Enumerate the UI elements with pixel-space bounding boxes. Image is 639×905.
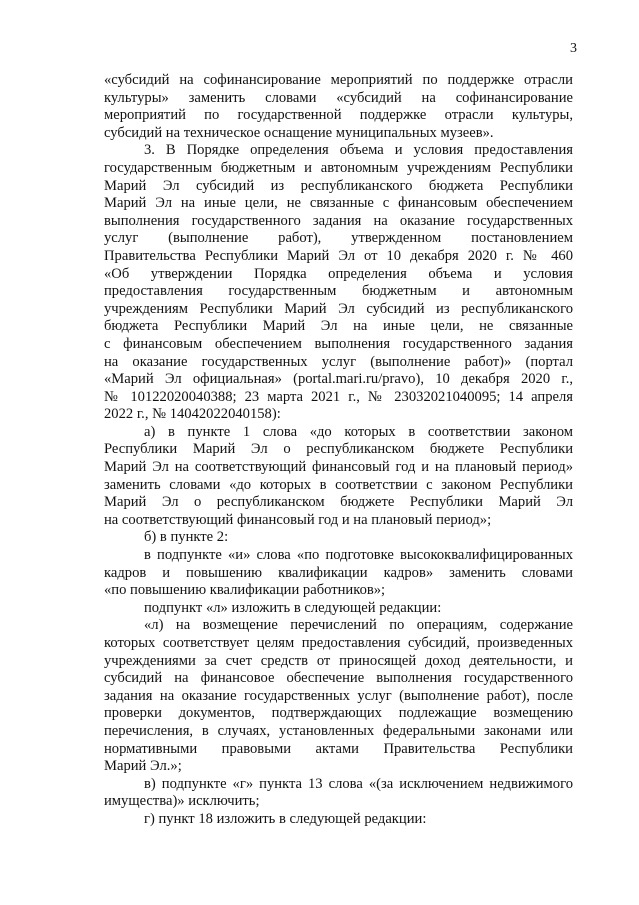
text-line: субсидий на финансовое обеспечение выполнения государственного — [104, 670, 573, 687]
text-line: субсидий на техническое оснащение муниципальных музеев». — [104, 124, 494, 141]
text-line: с финансовым обеспечением выполнения государственного задания — [104, 335, 573, 352]
text-line: выполнения государственного задания на оказание государственных — [104, 212, 573, 229]
text-line: 2022 г., № 14042022040158): — [104, 406, 281, 423]
text-line: «Об утверждении Порядка определения объема и условия — [104, 265, 573, 282]
text-line: а) в пункте 1 слова «до которых в соответствии законом — [144, 423, 573, 440]
text-line: Республики Марий Эл о республиканском бюджете Республики — [104, 441, 573, 458]
paragraph — [104, 72, 573, 142]
text-line: «Марий Эл официальная» (portal.mari.ru/pravo), 10 декабря 2020 г., — [104, 371, 573, 388]
text-line: заменить словами «до которых в соответствии с законом Республики — [104, 476, 573, 493]
text-line: проверки документов, подтверждающих подлежащие возмещению — [104, 705, 573, 722]
text-line: государственным бюджетным и автономным учреждениям Республики — [104, 159, 573, 176]
text-line: в подпункте «и» слова «по подготовке высококвалифицированных — [144, 547, 573, 564]
paragraph — [104, 617, 573, 775]
text-line: Марий Эл о республиканском бюджете Республики Марий Эл — [104, 494, 573, 511]
paragraph — [104, 529, 573, 547]
text-line: учреждениями за счет средств от приносящей доход деятельности, и — [104, 652, 573, 669]
text-line: 3. В Порядке определения объема и условия предоставления — [144, 142, 573, 159]
text-line: бюджета Республики Марий Эл на иные цели, не связанные — [104, 318, 573, 335]
text-line: мероприятий по государственной поддержке отрасли культуры, — [104, 107, 573, 124]
text-line: Марий Эл субсидий из республиканского бюджета Республики — [104, 177, 573, 194]
text-line: Марий Эл на соответствующий финансовый год и на плановый период» — [104, 459, 573, 476]
text-line: культуры» заменить словами «субсидий на софинансирование — [104, 89, 573, 106]
paragraph — [104, 142, 573, 424]
paragraph — [104, 776, 573, 811]
text-line: подпункт «л» изложить в следующей редакции: — [144, 599, 442, 616]
paragraph — [104, 424, 573, 530]
text-line: кадров и повышению квалификации кадров» заменить словами — [104, 564, 573, 581]
text-line: задания на оказание государственных услуг (выполнение работ), после — [104, 687, 573, 704]
text-line: Правительства Республики Марий Эл от 10 декабря 2020 г. № 460 — [104, 247, 573, 264]
paragraph — [104, 547, 573, 600]
page-number: 3 — [570, 41, 577, 56]
text-line: Марий Эл на иные цели, не связанные с финансовым обеспечением — [104, 195, 573, 212]
text-line: № 10122020040388; 23 марта 2021 г., № 23032021040095; 14 апреля — [104, 388, 573, 405]
text-line: услуг (выполнение работ), утвержденном постановлением — [104, 230, 573, 247]
text-line: учреждениям Республики Марий Эл субсидий из республиканского — [104, 300, 573, 317]
text-line: Марий Эл.»; — [104, 758, 182, 775]
text-line: нормативными правовыми актами Правительства Республики — [104, 740, 573, 757]
text-line: на соответствующий финансовый год и на плановый период»; — [104, 511, 492, 528]
text-line: на оказание государственных услуг (выполнение работ)» (портал — [104, 353, 573, 370]
text-line: г) пункт 18 изложить в следующей редакции: — [144, 810, 427, 827]
text-line: «по повышению квалификации работников»; — [104, 582, 386, 599]
paragraph — [104, 600, 573, 618]
paragraph — [104, 811, 573, 829]
text-line: имущества)» исключить; — [104, 793, 260, 810]
text-line: которых соответствует целям предоставления субсидий, произведенных — [104, 635, 573, 651]
document-body — [104, 72, 573, 829]
text-line: предоставления государственным бюджетным и автономным — [104, 283, 573, 300]
text-line: перечисления, в случаях, установленных федеральными законами или — [104, 722, 573, 739]
text-line: б) в пункте 2: — [144, 529, 229, 546]
text-line: «субсидий на софинансирование мероприятий по поддержке отрасли — [104, 72, 573, 88]
text-line: «л) на возмещение перечислений по операциям, содержание — [144, 617, 573, 634]
text-line: в) подпункте «г» пункта 13 слова «(за исключением недвижимого — [144, 775, 573, 792]
